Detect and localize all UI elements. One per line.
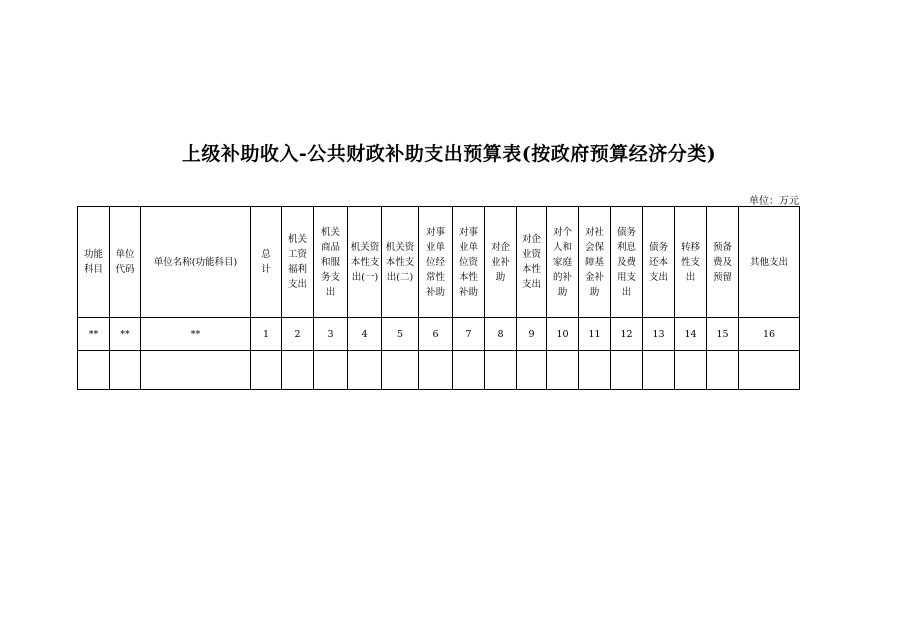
header-cell-unit-code: 单位代码	[110, 207, 141, 318]
empty-cell	[110, 351, 141, 390]
empty-data-row	[78, 351, 800, 390]
number-cell: 4	[348, 318, 382, 351]
empty-cell	[314, 351, 348, 390]
empty-cell	[251, 351, 282, 390]
empty-cell	[453, 351, 485, 390]
empty-cell	[78, 351, 110, 390]
header-cell-debt-interest: 债务利息及费用支出	[611, 207, 643, 318]
empty-cell	[419, 351, 453, 390]
header-cell-goods-services: 机关商品和服务支出	[314, 207, 348, 318]
number-row	[78, 318, 800, 351]
empty-cell	[739, 351, 800, 390]
empty-cell	[579, 351, 611, 390]
header-cell-social-security: 对社会保障基金补助	[579, 207, 611, 318]
number-cell: 5	[382, 318, 419, 351]
number-cell: 2	[282, 318, 314, 351]
number-cell: 12	[611, 318, 643, 351]
number-cell: 11	[579, 318, 611, 351]
empty-cell	[707, 351, 739, 390]
number-cell: **	[78, 318, 110, 351]
number-cell: 10	[547, 318, 579, 351]
empty-cell	[675, 351, 707, 390]
header-cell-capital-1: 机关资本性支出(一)	[348, 207, 382, 318]
header-cell-debt-principal: 债务还本支出	[643, 207, 675, 318]
number-cell: 7	[453, 318, 485, 351]
number-cell: 16	[739, 318, 800, 351]
empty-cell	[282, 351, 314, 390]
header-cell-function-subject: 功能科目	[78, 207, 110, 318]
number-cell: 9	[517, 318, 547, 351]
header-cell-personal-family: 对个人和家庭的补助	[547, 207, 579, 318]
empty-cell	[517, 351, 547, 390]
empty-cell	[547, 351, 579, 390]
number-cell: 13	[643, 318, 675, 351]
empty-cell	[382, 351, 419, 390]
number-cell: **	[110, 318, 141, 351]
header-cell-enterprise-subsidy: 对企业补助	[485, 207, 517, 318]
empty-cell	[141, 351, 251, 390]
header-cell-total: 总计	[251, 207, 282, 318]
header-cell-unit-name: 单位名称(功能科目)	[141, 207, 251, 318]
number-cell: 8	[485, 318, 517, 351]
number-cell: 6	[419, 318, 453, 351]
empty-cell	[643, 351, 675, 390]
budget-table	[77, 206, 800, 390]
empty-cell	[485, 351, 517, 390]
header-cell-transfer: 转移性支出	[675, 207, 707, 318]
header-cell-reserve: 预备费及预留	[707, 207, 739, 318]
header-cell-other: 其他支出	[739, 207, 800, 318]
header-row	[78, 207, 800, 318]
number-cell: 3	[314, 318, 348, 351]
number-cell: 15	[707, 318, 739, 351]
header-cell-capital-2: 机关资本性支出(二)	[382, 207, 419, 318]
header-cell-salary: 机关工资福利支出	[282, 207, 314, 318]
number-cell: 14	[675, 318, 707, 351]
header-cell-institution-regular: 对事业单位经常性补助	[419, 207, 453, 318]
empty-cell	[348, 351, 382, 390]
unit-label: 单位：万元	[749, 196, 799, 207]
header-cell-enterprise-capital: 对企业资本性支出	[517, 207, 547, 318]
number-cell: 1	[251, 318, 282, 351]
page-title: 上级补助收入-公共财政补助支出预算表(按政府预算经济分类)	[181, 143, 717, 165]
empty-cell	[611, 351, 643, 390]
number-cell: **	[141, 318, 251, 351]
header-cell-institution-capital: 对事业单位资本性补助	[453, 207, 485, 318]
